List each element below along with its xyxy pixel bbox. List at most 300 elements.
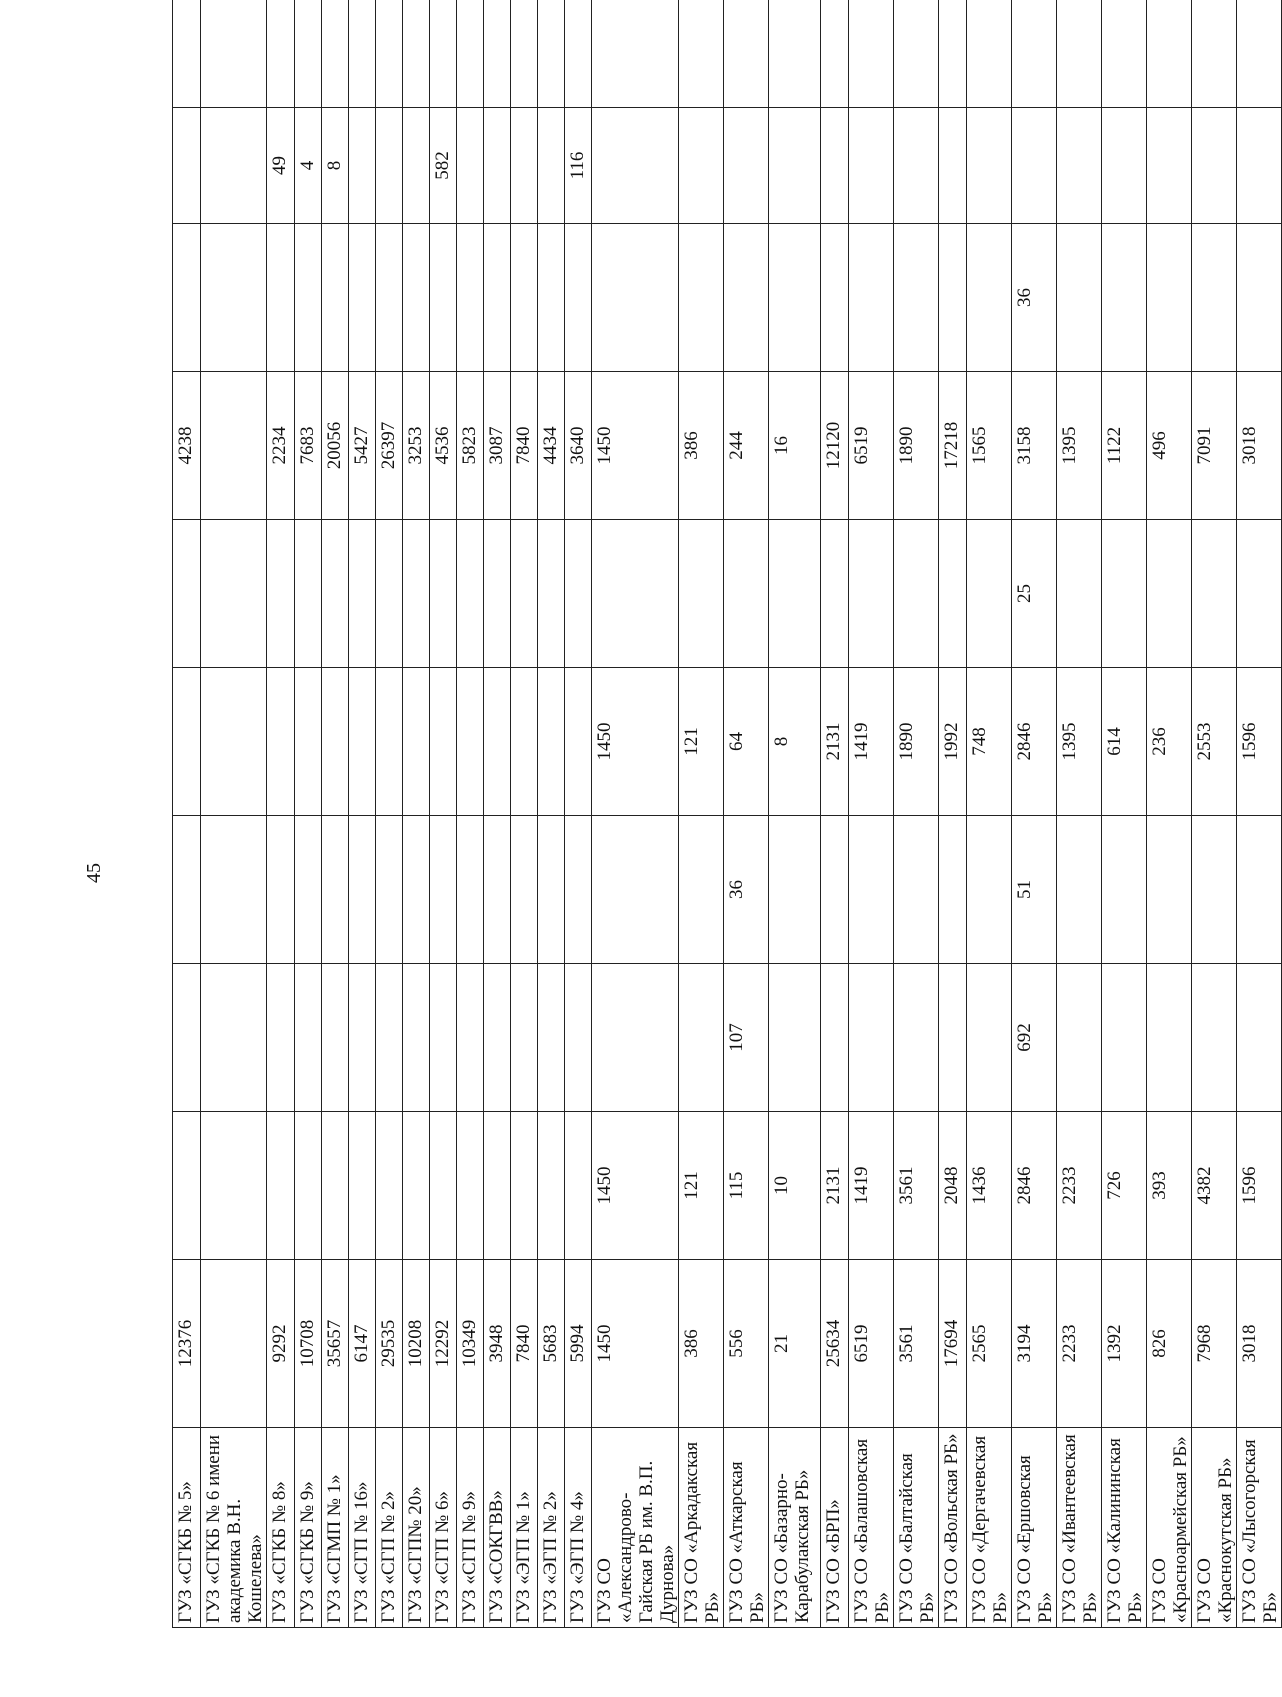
value-cell [201,0,267,108]
value-cell [349,1112,376,1260]
value-cell: 1565 [967,372,1012,520]
table-body [173,0,1282,1628]
value-cell [769,520,821,668]
table-row [679,0,724,1628]
value-cell [967,520,1012,668]
value-cell [894,224,939,372]
value-cell [376,0,403,108]
value-cell [1237,224,1282,372]
value-cell [201,108,267,224]
organization-name-cell: ГУЗ СО «Балтайская РБ» [894,1428,939,1628]
value-cell: 2846 [1012,1112,1057,1260]
value-cell [538,1112,565,1260]
value-cell [1057,224,1102,372]
organization-name-cell: ГУЗ «СГП№ 20» [403,1428,430,1628]
value-cell [967,224,1012,372]
value-cell [430,668,457,816]
value-cell [511,668,538,816]
table-row [565,0,592,1628]
value-cell [484,1112,511,1260]
table-row [1147,0,1192,1628]
value-cell: 1450 [592,1260,679,1428]
value-cell [403,224,430,372]
value-cell [457,964,484,1112]
value-cell [679,816,724,964]
value-cell [376,520,403,668]
value-cell [565,964,592,1112]
value-cell: 1436 [967,1112,1012,1260]
value-cell [511,0,538,108]
value-cell [849,0,894,108]
organization-name-cell: ГУЗ «СГП № 6» [430,1428,457,1628]
value-cell [1012,108,1057,224]
value-cell [484,520,511,668]
value-cell: 10208 [403,1260,430,1428]
value-cell: 5823 [457,372,484,520]
value-cell [349,520,376,668]
organization-name-cell: ГУЗ «ЭГП № 4» [565,1428,592,1628]
value-cell [769,108,821,224]
value-cell: 692 [1012,964,1057,1112]
value-cell [349,0,376,108]
value-cell [967,816,1012,964]
value-cell [403,0,430,108]
value-cell: 4536 [430,372,457,520]
value-cell [538,224,565,372]
value-cell [173,0,201,108]
value-cell [322,520,349,668]
value-cell: 3561 [894,1260,939,1428]
value-cell: 8 [322,108,349,224]
table-row [511,0,538,1628]
value-cell: 3018 [1237,1260,1282,1428]
value-cell [267,0,295,108]
value-cell [724,224,769,372]
value-cell [894,816,939,964]
organization-name-cell: ГУЗ СО «Ивантеевская РБ» [1057,1428,1102,1628]
value-cell: 3087 [484,372,511,520]
value-cell: 8 [769,668,821,816]
value-cell: 29535 [376,1260,403,1428]
value-cell [592,964,679,1112]
value-cell [322,816,349,964]
value-cell: 2131 [821,668,849,816]
value-cell [295,668,322,816]
value-cell [967,0,1012,108]
value-cell [1192,0,1237,108]
organization-name-cell: ГУЗ «СГП № 2» [376,1428,403,1628]
value-cell: 1419 [849,1112,894,1260]
value-cell [457,224,484,372]
value-cell [430,816,457,964]
value-cell [538,964,565,1112]
value-cell [376,108,403,224]
value-cell [1102,816,1147,964]
value-cell [201,668,267,816]
value-cell: 36 [724,816,769,964]
value-cell: 25 [1012,520,1057,668]
value-cell: 614 [1102,668,1147,816]
value-cell [821,108,849,224]
value-cell [679,224,724,372]
value-cell [457,520,484,668]
value-cell [1012,0,1057,108]
value-cell: 3640 [565,372,592,520]
organization-name-cell: ГУЗ «СГКБ № 8» [267,1428,295,1628]
value-cell [1237,108,1282,224]
value-cell: 386 [679,372,724,520]
value-cell: 49 [267,108,295,224]
table-row [322,0,349,1628]
value-cell: 3158 [1012,372,1057,520]
organization-name-cell: ГУЗ СО «Вольская РБ» [939,1428,967,1628]
rotated-table-wrapper [172,88,1281,1628]
value-cell [1192,224,1237,372]
table-row [484,0,511,1628]
value-cell: 21 [769,1260,821,1428]
table-row [173,0,201,1628]
value-cell [894,108,939,224]
value-cell: 5427 [349,372,376,520]
value-cell [173,224,201,372]
value-cell: 1596 [1237,1112,1282,1260]
value-cell: 12292 [430,1260,457,1428]
table-row [1102,0,1147,1628]
value-cell [1237,520,1282,668]
value-cell [821,224,849,372]
table-row [821,0,849,1628]
value-cell [457,0,484,108]
value-cell [1102,520,1147,668]
value-cell [430,520,457,668]
value-cell: 5683 [538,1260,565,1428]
table-row [967,0,1012,1628]
value-cell: 1450 [592,1112,679,1260]
value-cell: 386 [679,1260,724,1428]
value-cell: 64 [724,668,769,816]
value-cell [894,964,939,1112]
value-cell [894,520,939,668]
value-cell [430,0,457,108]
value-cell [267,1112,295,1260]
value-cell: 9292 [267,1260,295,1428]
value-cell [201,1260,267,1428]
value-cell [724,0,769,108]
value-cell [1237,816,1282,964]
value-cell [457,668,484,816]
value-cell [376,668,403,816]
table-row [430,0,457,1628]
value-cell: 1395 [1057,668,1102,816]
value-cell [592,0,679,108]
value-cell [267,964,295,1112]
value-cell [939,816,967,964]
value-cell: 1395 [1057,372,1102,520]
value-cell [1192,964,1237,1112]
value-cell: 556 [724,1260,769,1428]
value-cell [1192,108,1237,224]
value-cell [1102,964,1147,1112]
value-cell [484,108,511,224]
value-cell [849,964,894,1112]
value-cell: 7968 [1192,1260,1237,1428]
table-row [724,0,769,1628]
table-row [403,0,430,1628]
table-row [457,0,484,1628]
value-cell [201,1112,267,1260]
value-cell [1147,964,1192,1112]
table-row [295,0,322,1628]
value-cell [173,520,201,668]
value-cell [484,0,511,108]
value-cell: 748 [967,668,1012,816]
value-cell [173,668,201,816]
value-cell [430,1112,457,1260]
table-row [1057,0,1102,1628]
value-cell [565,668,592,816]
value-cell: 12120 [821,372,849,520]
organization-name-cell: ГУЗ СО «Калининская РБ» [1102,1428,1147,1628]
value-cell: 2233 [1057,1260,1102,1428]
organization-name-cell: ГУЗ «ЭГП № 2» [538,1428,565,1628]
organization-name-cell: ГУЗ СО «Балашовская РБ» [849,1428,894,1628]
value-cell [849,816,894,964]
value-cell [939,224,967,372]
value-cell: 6147 [349,1260,376,1428]
value-cell [821,964,849,1112]
page-number: 45 [82,863,105,883]
value-cell: 7091 [1192,372,1237,520]
value-cell [322,964,349,1112]
value-cell [267,668,295,816]
organization-name-cell: ГУЗ «СГМП № 1» [322,1428,349,1628]
value-cell [349,816,376,964]
value-cell [322,668,349,816]
value-cell: 1450 [592,372,679,520]
value-cell [939,0,967,108]
value-cell [592,816,679,964]
value-cell [821,816,849,964]
value-cell: 1450 [592,668,679,816]
value-cell [173,108,201,224]
value-cell [939,964,967,1112]
value-cell: 726 [1102,1112,1147,1260]
value-cell: 17694 [939,1260,967,1428]
value-cell: 393 [1147,1112,1192,1260]
value-cell [967,108,1012,224]
organization-name-cell: ГУЗ СО «БРП» [821,1428,849,1628]
value-cell [592,224,679,372]
organization-name-cell: ГУЗ «СГП № 9» [457,1428,484,1628]
value-cell [349,964,376,1112]
value-cell: 4238 [173,372,201,520]
value-cell: 10349 [457,1260,484,1428]
value-cell: 2234 [267,372,295,520]
table-row [769,0,821,1628]
organization-name-cell: ГУЗ СО «Краснокутская РБ» [1192,1428,1237,1628]
value-cell: 1419 [849,668,894,816]
value-cell: 3948 [484,1260,511,1428]
value-cell: 51 [1012,816,1057,964]
table-row [1012,0,1057,1628]
value-cell: 3561 [894,1112,939,1260]
value-cell [939,108,967,224]
value-cell [322,1112,349,1260]
value-cell [1057,108,1102,224]
value-cell [511,964,538,1112]
value-cell [173,816,201,964]
organization-name-cell: ГУЗ «СГКБ № 6 имени академика В.Н. Кошелева» [201,1428,267,1628]
value-cell [295,0,322,108]
value-cell: 25634 [821,1260,849,1428]
value-cell [430,224,457,372]
value-cell: 2233 [1057,1112,1102,1260]
value-cell: 1890 [894,668,939,816]
value-cell: 3253 [403,372,430,520]
organization-name-cell: ГУЗ «СГКБ № 9» [295,1428,322,1628]
value-cell [1102,108,1147,224]
value-cell [1102,224,1147,372]
value-cell [201,520,267,668]
value-cell: 826 [1147,1260,1192,1428]
value-cell [565,0,592,108]
value-cell [457,108,484,224]
value-cell [511,1112,538,1260]
value-cell [1102,0,1147,108]
value-cell: 116 [565,108,592,224]
value-cell [1147,520,1192,668]
value-cell [403,816,430,964]
value-cell [267,224,295,372]
value-cell [1057,964,1102,1112]
value-cell [484,224,511,372]
value-cell [173,964,201,1112]
value-cell [403,668,430,816]
value-cell [1147,816,1192,964]
value-cell [403,964,430,1112]
value-cell [295,520,322,668]
value-cell: 2846 [1012,668,1057,816]
value-cell: 4 [295,108,322,224]
value-cell [295,224,322,372]
organization-name-cell: ГУЗ СО «Красноармейская РБ» [1147,1428,1192,1628]
value-cell [538,108,565,224]
value-cell [849,224,894,372]
value-cell: 12376 [173,1260,201,1428]
organization-name-cell: ГУЗ СО «Базарно-Карабулакская РБ» [769,1428,821,1628]
value-cell [376,1112,403,1260]
value-cell: 2048 [939,1112,967,1260]
value-cell [821,520,849,668]
table-row [201,0,267,1628]
value-cell [565,224,592,372]
table-row [849,0,894,1628]
value-cell [724,108,769,224]
value-cell: 4382 [1192,1112,1237,1260]
value-cell: 121 [679,668,724,816]
value-cell [939,520,967,668]
value-cell [295,1112,322,1260]
value-cell [201,816,267,964]
value-cell: 7683 [295,372,322,520]
value-cell: 496 [1147,372,1192,520]
table-row [376,0,403,1628]
value-cell [267,816,295,964]
value-cell: 3194 [1012,1260,1057,1428]
value-cell [821,0,849,108]
value-cell [1057,520,1102,668]
value-cell: 6519 [849,372,894,520]
value-cell [538,520,565,668]
value-cell [592,108,679,224]
table-row [1237,0,1282,1628]
value-cell [484,816,511,964]
organization-name-cell: ГУЗ СО «Александрово-Гайская РБ им. В.П. Дурнова» [592,1428,679,1628]
value-cell: 6519 [849,1260,894,1428]
organization-name-cell: ГУЗ СО «Лысогорская РБ» [1237,1428,1282,1628]
value-cell [769,0,821,108]
value-cell [376,816,403,964]
value-cell: 1392 [1102,1260,1147,1428]
value-cell [679,520,724,668]
organization-name-cell: ГУЗ СО «Аркадакская РБ» [679,1428,724,1628]
value-cell: 1596 [1237,668,1282,816]
table-row [592,0,679,1628]
value-cell: 7840 [511,372,538,520]
value-cell [1147,0,1192,108]
value-cell [1237,0,1282,108]
value-cell [769,224,821,372]
value-cell [511,224,538,372]
value-cell [349,668,376,816]
value-cell: 10 [769,1112,821,1260]
value-cell: 2565 [967,1260,1012,1428]
table-row [267,0,295,1628]
organization-name-cell: ГУЗ СО «Аткарская РБ» [724,1428,769,1628]
value-cell: 20056 [322,372,349,520]
value-cell [769,816,821,964]
value-cell: 582 [430,108,457,224]
value-cell [295,964,322,1112]
value-cell: 35657 [322,1260,349,1428]
value-cell [430,964,457,1112]
value-cell: 1992 [939,668,967,816]
table-row [538,0,565,1628]
value-cell: 26397 [376,372,403,520]
value-cell: 3018 [1237,372,1282,520]
value-cell [201,372,267,520]
value-cell: 107 [724,964,769,1112]
organization-name-cell: ГУЗ СО «Дергачевская РБ» [967,1428,1012,1628]
value-cell [679,0,724,108]
value-cell [322,0,349,108]
organization-name-cell: ГУЗ «СОКГВВ» [484,1428,511,1628]
value-cell: 236 [1147,668,1192,816]
value-cell [484,964,511,1112]
value-cell: 17218 [939,372,967,520]
value-cell: 121 [679,1112,724,1260]
value-cell: 1122 [1102,372,1147,520]
value-cell: 7840 [511,1260,538,1428]
value-cell [679,964,724,1112]
value-cell [267,520,295,668]
value-cell [565,816,592,964]
value-cell [1057,0,1102,108]
value-cell [376,224,403,372]
value-cell: 1890 [894,372,939,520]
value-cell [849,520,894,668]
value-cell [403,520,430,668]
